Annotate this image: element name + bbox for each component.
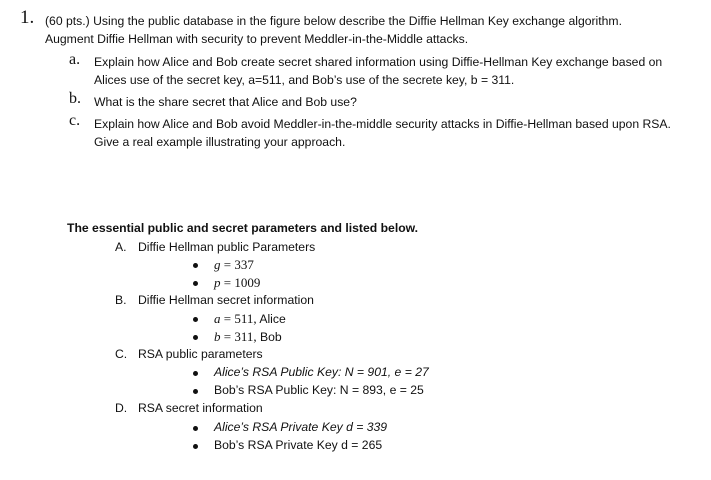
part-c-line-1: Explain how Alice and Bob avoid Meddler-in-the-middle security attacks in Diffie-Hellman based upon RSA. — [94, 117, 671, 131]
bullet-icon — [193, 389, 198, 394]
question-line-1: (60 pts.) Using the public database in the figure below describe the Diffie Hellman Key exchange algorithm. — [45, 14, 622, 28]
param-b-value: = 311, — [220, 329, 257, 344]
param-b — [214, 328, 282, 346]
section-b-marker: B. — [115, 293, 127, 307]
bullet-icon — [193, 335, 198, 340]
param-g-value: = 337 — [220, 257, 254, 272]
bullet-icon — [193, 281, 198, 286]
question-line-2: Augment Diffie Hellman with security to prevent Meddler-in-the-Middle attacks. — [45, 32, 469, 46]
part-a-letter: a. — [69, 51, 81, 68]
parameters-heading: The essential public and secret parameters and listed below. — [67, 221, 419, 235]
param-a-value: = 511, — [220, 311, 257, 326]
section-a-marker: A. — [115, 240, 127, 254]
bullet-icon — [193, 371, 198, 376]
part-b-line-1: What is the share secret that Alice and Bob use? — [94, 95, 357, 109]
bob-rsa-private-key: Bob’s RSA Private Key d = 265 — [214, 438, 383, 452]
section-c-title: RSA public parameters — [138, 347, 263, 361]
bullet-icon — [193, 444, 198, 449]
param-p-value: = 1009 — [220, 275, 261, 290]
alice-rsa-private-key: Alice’s RSA Private Key d = 339 — [214, 420, 388, 434]
section-a-title: Diffie Hellman public Parameters — [138, 240, 316, 254]
param-a-owner: Alice — [256, 312, 286, 326]
part-c-letter: c. — [69, 112, 81, 129]
param-b-owner: Bob — [256, 330, 282, 344]
section-b-title: Diffie Hellman secret information — [138, 293, 314, 307]
section-d-marker: D. — [115, 401, 128, 415]
question-number: 1. — [20, 7, 35, 28]
bob-rsa-public-key: Bob’s RSA Public Key: N = 893, e = 25 — [214, 383, 424, 397]
section-d-title: RSA secret information — [138, 401, 263, 415]
param-p — [214, 274, 260, 292]
param-p-var: p — [214, 275, 221, 290]
param-a — [214, 310, 286, 328]
section-c-marker: C. — [115, 347, 128, 361]
param-g — [214, 256, 254, 274]
param-a-var: a — [214, 311, 221, 326]
bullet-icon — [193, 426, 198, 431]
part-b-letter: b. — [69, 90, 81, 107]
bullet-icon — [193, 263, 198, 268]
part-c-line-2: Give a real example illustrating your approach. — [94, 135, 346, 149]
param-b-var: b — [214, 329, 221, 344]
bullet-icon — [193, 317, 198, 322]
part-a-line-1: Explain how Alice and Bob create secret shared information using Diffie-Hellman Key exchange based on — [94, 55, 663, 69]
part-a-line-2: Alices use of the secret key, a=511, and Bob’s use of the secrete key, b = 311. — [94, 73, 515, 87]
alice-rsa-public-key: Alice’s RSA Public Key: N = 901, e = 27 — [214, 365, 429, 379]
param-g-var: g — [214, 257, 221, 272]
